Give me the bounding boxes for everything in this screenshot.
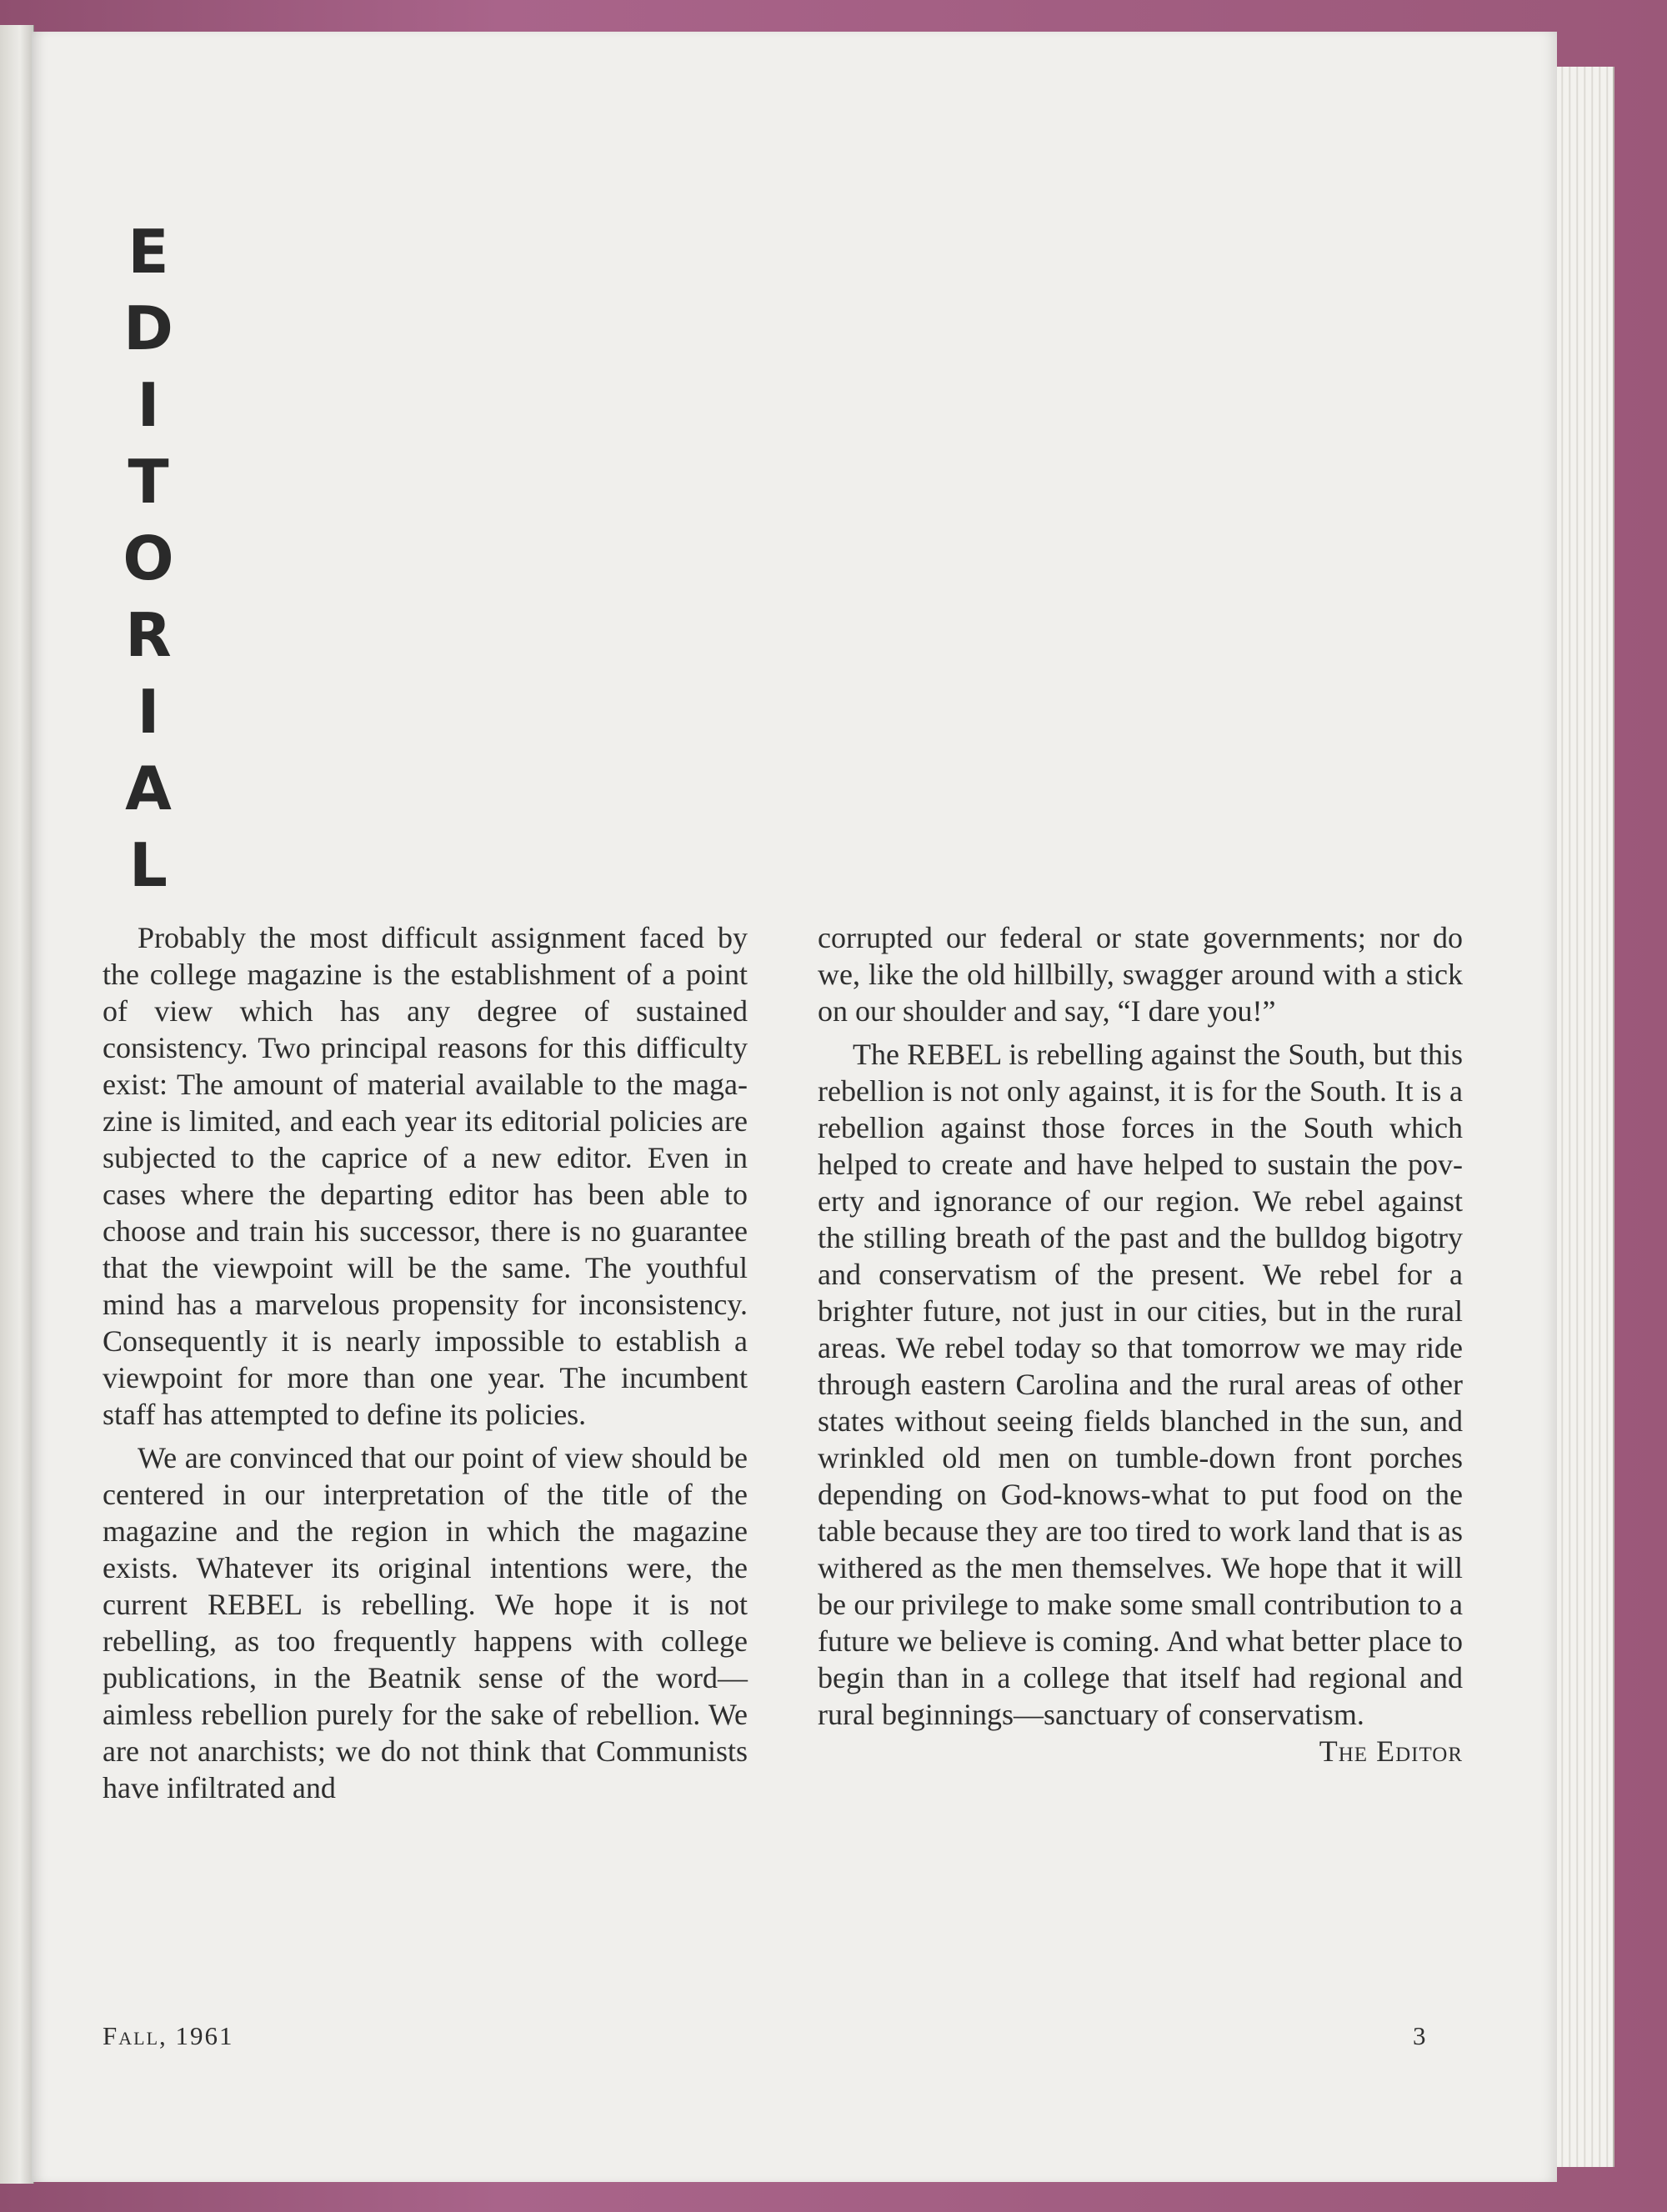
body-paragraph-text: The REBEL is rebelling against the South, but this rebellion is not only against, it is for the South. It is a rebellion against those forces in the South which helped to create and have helped to sustain the poverty and ignorance of our region. We rebel against the stilling breath of the past and the bulldog bigotry and conservatism of the present. We rebel for a brighter future, not just in our cities, but in the rural areas. We rebel today so that tomorrow we may ride through eastern Carolina and the rural areas of other states without seeing fields blanched in the sun, and wrinkled old men on tumble-down front porches depending on God-knows-what to put food on the table because they are too tired to work land that is as withered as the men themselves. We hope that it will be our privilege to make some small contribution to a future we believe is coming. And what better place to begin than in a college that itself had regional and rural beginnings—sanctuary of conservatism. [818,1038,1463,1731]
title-letter: R [125,600,172,670]
editor-signature: The Editor [1319,1734,1463,1768]
issue-footer: Fall, 1961 [103,2021,234,2050]
title-letter: D [123,293,173,363]
body-paragraph: We are convinced that our point of view should be centered in our interpretation of the title of the magazine and the region in which the magazine exists. Whatever its original intentions were, the current REBEL is rebelling. We hope it is not rebelling, as too frequently happens with college publications, in the Beatnik sense of the word—aimless rebellion purely for the sake of rebellion. We are not anarchists; we do not think that Communists have infiltrated and [103,1441,748,1804]
previous-page-edge [0,25,34,2184]
title-letter: I [137,677,160,747]
title-letter: T [128,447,169,517]
body-paragraph: Probably the most difficult assignment faced by the college magazine is the establishment of a point of view which has any degree of sustained consistency. Two principal reasons for this difficulty exist: The amount of material available to the magazine is limited, and each year its editorial policies are subjected to the caprice of a new editor. Even in cases where the departing editor has been able to choose and train his successor, there is no guarantee that the viewpoint will be the same. The youthful mind has a marvelous propensity for inconsistency. Consequently it is nearly impossible to establish a viewpoint for more than one year. The incumbent staff has attempted to define its policies. [103,921,748,1431]
body-paragraph-continuation: corrupted our federal or state governments; nor do we, like the old hillbilly, swagger around with a stick on our shoulder and say, “I dare you!” [818,921,1463,1028]
page-number: 3 [1413,2021,1426,2050]
editorial-vertical-title [115,213,182,903]
title-letter: O [123,523,174,593]
title-letter: L [129,830,168,900]
left-text-column [103,919,748,1813]
title-letter: E [128,217,169,287]
right-text-column [818,919,1463,1769]
body-paragraph [818,1036,1463,1768]
title-letter: A [125,753,172,823]
title-letter: I [137,370,160,440]
